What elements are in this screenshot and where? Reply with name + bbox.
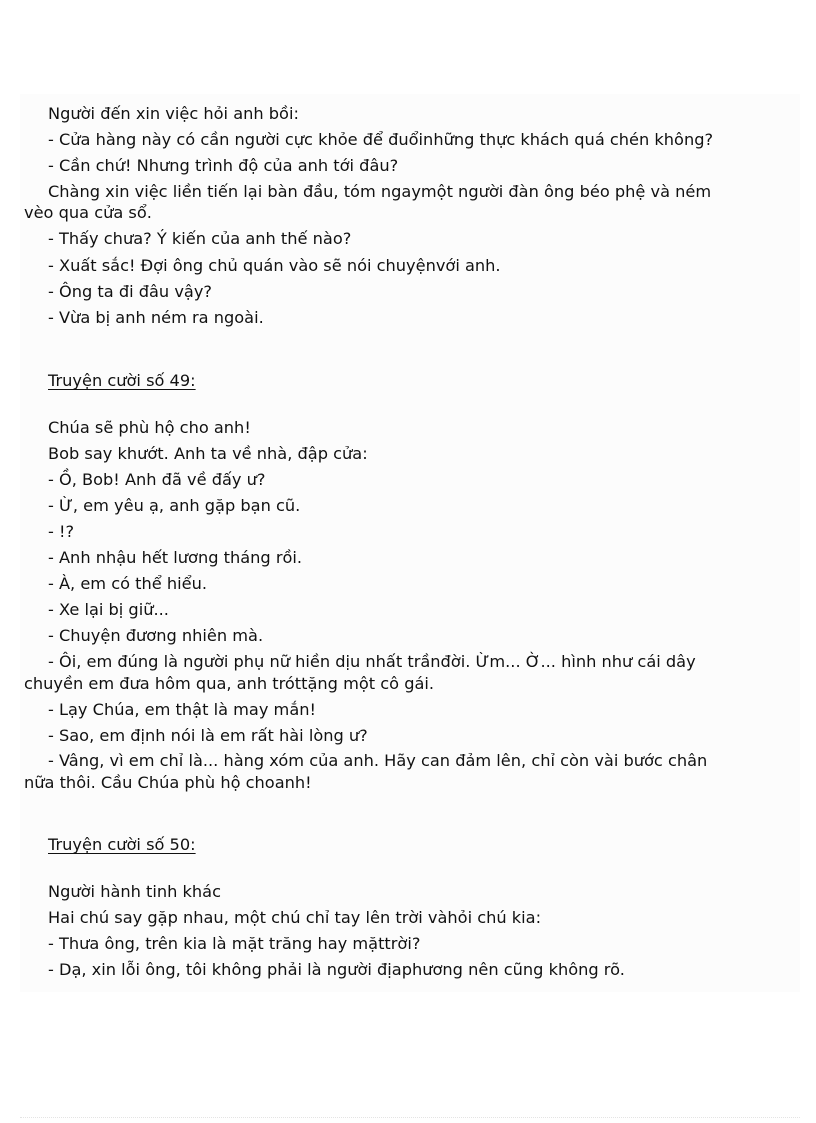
dialogue-line: - Xuất sắc! Đợi ông chủ quán vào sẽ nói chuyệnvới anh. bbox=[48, 256, 501, 275]
paragraph-line: Hai chú say gặp nhau, một chú chỉ tay lên trời vàhỏi chú kia: bbox=[48, 908, 542, 927]
dialogue-line: - !? bbox=[48, 522, 75, 541]
dialogue-line: - Vừa bị anh ném ra ngoài. bbox=[48, 308, 264, 327]
dialogue-line: - Cửa hàng này có cần người cực khỏe để đuổinhững thực khách quá chén không? bbox=[48, 130, 714, 149]
dialogue-line: - Thưa ông, trên kia là mặt trăng hay mặttrời? bbox=[48, 934, 421, 953]
dialogue-line: - Cần chứ! Nhưng trình độ của anh tới đâu? bbox=[48, 156, 399, 175]
dialogue-line-continued: nữa thôi. Cầu Chúa phù hộ choanh! bbox=[24, 773, 312, 792]
dialogue-line: - Ồ, Bob! Anh đã về đấy ư? bbox=[48, 470, 266, 489]
paragraph-line: Bob say khướt. Anh ta về nhà, đập cửa: bbox=[48, 444, 368, 463]
dialogue-line: - Xe lại bị giữ... bbox=[48, 600, 169, 619]
story-title: Chúa sẽ phù hộ cho anh! bbox=[48, 418, 251, 437]
story-title: Người hành tinh khác bbox=[48, 882, 221, 901]
page-bottom-border bbox=[20, 1117, 800, 1118]
section-heading-50: Truyện cười số 50: bbox=[48, 835, 196, 854]
dialogue-line: - Ông ta đi đâu vậy? bbox=[48, 282, 213, 301]
dialogue-line: - Lạy Chúa, em thật là may mắn! bbox=[48, 700, 316, 719]
dialogue-line-continued: chuyền em đưa hôm qua, anh tróttặng một cô gái. bbox=[24, 674, 435, 693]
dialogue-line: - Chuyện đương nhiên mà. bbox=[48, 626, 264, 645]
dialogue-line: - À, em có thể hiểu. bbox=[48, 574, 208, 593]
dialogue-line: - Vâng, vì em chỉ là... hàng xóm của anh. Hãy can đảm lên, chỉ còn vài bước chân bbox=[48, 751, 708, 770]
dialogue-line: - Sao, em định nói là em rất hài lòng ư? bbox=[48, 726, 368, 745]
dialogue-line: - Dạ, xin lỗi ông, tôi không phải là người địaphương nên cũng không rõ. bbox=[48, 960, 625, 979]
dialogue-line: - Ừ, em yêu ạ, anh gặp bạn cũ. bbox=[48, 496, 301, 515]
dialogue-line: - Ôi, em đúng là người phụ nữ hiền dịu nhất trầnđời. Ừm... Ờ... hình như cái dây bbox=[48, 652, 696, 671]
paragraph-line: Chàng xin việc liền tiến lại bàn đầu, tóm ngaymột người đàn ông béo phệ và ném bbox=[48, 182, 712, 201]
paragraph-line: Người đến xin việc hỏi anh bồi: bbox=[48, 104, 299, 123]
dialogue-line: - Thấy chưa? Ý kiến của anh thế nào? bbox=[48, 229, 352, 248]
dialogue-line: - Anh nhậu hết lương tháng rồi. bbox=[48, 548, 303, 567]
paragraph-line-continued: vèo qua cửa sổ. bbox=[24, 203, 152, 222]
section-heading-49: Truyện cười số 49: bbox=[48, 371, 196, 390]
